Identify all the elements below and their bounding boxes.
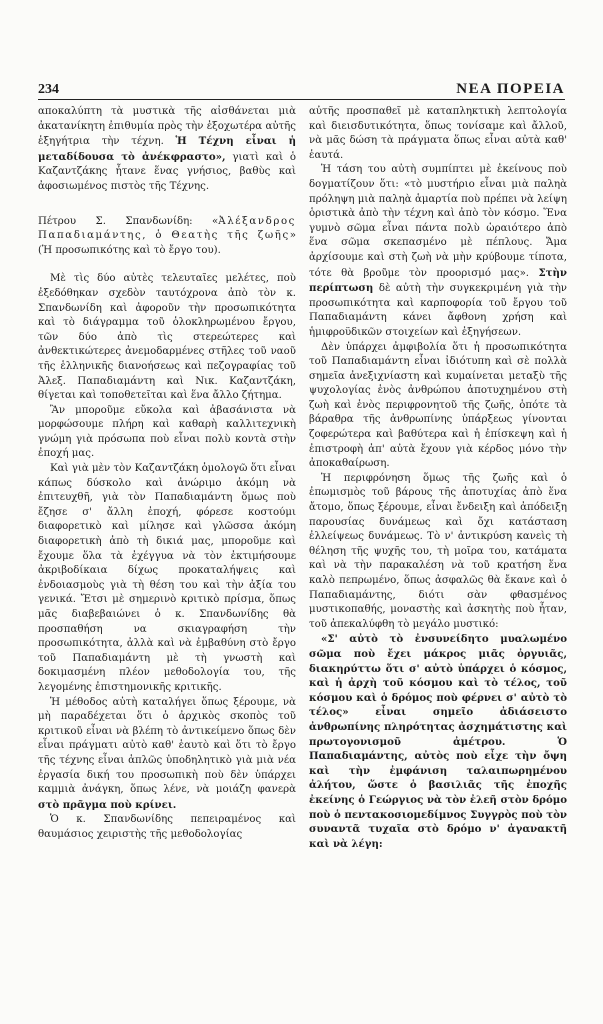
- running-header: [38, 74, 565, 98]
- emphasis-text: στὸ πρᾶγμα ποὺ κρίνει.: [38, 798, 177, 811]
- citation-author: Πέτρου Σ. Σπανδωνίδη: «: [38, 215, 219, 227]
- book-citation: [38, 215, 296, 259]
- right-paragraph-1: αὐτῆς προσπαθεῖ μὲ καταπληκτικὴ λεπτολογία καὶ διεισδυτικότητα, ὅπως τονίσαμε καὶ ἄλλοῦ, νὰ μᾶς δώση τὰ πράγματα ὅπως εἶναι αὐτὰ καθ' ἑαυτά.: [309, 106, 567, 161]
- right-paragraph-3: Δὲν ὑπάρχει ἀμφιβολία ὅτι ἡ προσωπικότητα τοῦ Παπαδιαμάντη εἶναι ἰδιότυπη καὶ σὲ πολλὰ σημεῖα ἀνεξιχνίαστη καὶ κυμαίνεται μεταξὺ τῆς ψυχολογίας ἑνὸς ἀνθρώπου ἀποτυχημένου στὴ ζωὴ καὶ ἑνὸς περιφρονητοῦ τῆς ζωῆς, ὁπότε τὰ βάραθρα τῆς ἀνθρωπίνης ὑπάρξεως γίνονται ζοφερώτερα καὶ βαθύτερα καὶ ἡ ἐπίσκεψη καὶ ἡ ἐπιστροφὴ ἀπ' αὐτὰ ἔχουν γιὰ κέρδος μόνο τὴν ἀποκαθαίρωση.: [309, 341, 567, 470]
- right-paragraph-2: [309, 163, 567, 340]
- left-paragraph-3: Μὲ τὶς δύο αὐτὲς τελευταῖες μελέτες, ποὺ ἐξεδόθηκαν σχεδὸν ταυτόχρονα ἀπὸ τὸν κ. Σπανδωνίδη καὶ ἀφοροῦν τὴν προσωπικότητα καὶ τὸ διάγραμμα τοῦ ὁλοκληρωμένου ἔργου, τῶν δύο ἀπὸ τὶς στερεώτερες καὶ ἀνθεκτικώτερες ἀνεμοδαρμένες στῆλες τοῦ ναοῦ τῆς ἑλληνικῆς διανοήσεως καὶ πεζογραφίας τοῦ Ἀλεξ. Παπαδιαμάντη καὶ Νικ. Καζαντζάκη, θίγεται καὶ τοποθετεῖται καὶ ἕνα ἄλλο ζήτημα.: [38, 273, 296, 402]
- left-paragraph-7: Ὁ κ. Σπανδωνίδης πεπειραμένος καὶ θαυμάσιος χειριστὴς τῆς μεθοδολογίας: [38, 814, 296, 840]
- left-paragraph-1: [38, 105, 296, 195]
- left-column: [38, 105, 296, 985]
- header-rule: [38, 99, 565, 100]
- text-run: Ἡ μέθοδος αὐτὴ καταλήγει ὅπως ξέρουμε, νὰ μὴ παραδέχεται ὅτι ὁ ἀρχικὸς σκοπὸς τοῦ κριτικοῦ εἶναι νὰ βλέπη τὸ ἀντικείμενο ὅπως δὲν εἶναι πράγματι αὐτὸ καθ' ἑαυτὸ καὶ ὅτι τὸ ἔργο τῆς τέχνης εἶναι ἁπλῶς ὑποδηλητικὸ γιὰ μιὰ νέα ἐργασία δική του προσωπικὴ ποὺ δὲν ὑπάρχει καμμιὰ ἀνάγκη, ὅπως λένε, νὰ μοιάζη φανερὰ: [38, 696, 296, 796]
- emphasis-text: Στὴν περίπτωση: [309, 266, 567, 295]
- left-paragraph-6: [38, 696, 296, 814]
- text-run: γιατὶ καὶ ὁ Καζαντζάκης ἦτανε ἕνας γνήσιος, βαθὺς καὶ ἀφοσιωμένος πιστὸς τῆς Τέχνης.: [38, 151, 296, 192]
- right-paragraph-4: Ἡ περιφρόνηση ὅμως τῆς ζωῆς καὶ ὁ ἐπωμισμὸς τοῦ βάρους τῆς ἀποτυχίας ἀπὸ ἕνα ἄτομο, ὅπως ξέρουμε, εἶναι ἔνδειξη καὶ ἀπόδειξη παρουσίας δυνάμεως καὶ ὄχι κατάσταση ἐλλείψεως δυνάμεως. Τὸ ν' ἀντικρύση κανεὶς τὴ θέληση τῆς ψυχῆς του, τὴ μοῖρα του, κατάματα καὶ νὰ τὴν παρακαλέση νὰ τοῦ κρατήση ἕνα καλὸ πεπρωμένο, ὅπως ἀσφαλῶς θὰ ἔκανε καὶ ὁ Παπαδιαμάντης, διότι σὰν φθασμένος μυστικοπαθής, μοναστὴς καὶ ἀσκητὴς ποὺ ἦταν, τοῦ ἀπεκαλύφθη τὸ μεγάλο μυστικό:: [309, 472, 567, 630]
- citation-subtitle: » (Ἡ προσωπικότης καὶ τὸ ἔργο του).: [38, 230, 296, 256]
- citation-title: Ἀλέξανδρος Παπαδιαμάντης, ὁ Θεατὴς τῆς ζωῆς: [38, 215, 296, 242]
- right-paragraph-5: «Σ' αὐτὸ τὸ ἐνσυνείδητο μυαλωμένο σῶμα ποὺ ἔχει μάκρος μιᾶς ὀργυιᾶς, διακηρύττω ὅτι σ' αὐτὸ ὑπάρχει ὁ κόσμος, καὶ ἡ ἀρχὴ τοῦ κόσμου καὶ τὸ τέλος, τοῦ κόσμου καὶ ὁ δρόμος ποὺ φέρνει σ' αὐτὸ τὸ τέλος» εἶναι σημεῖο ἀδιάσειστο ἀνθρωπίνης πληρότητας ἀσχημάτιστης καὶ πρωτογονισμοῦ ἀμέτρου. Ὁ Παπαδιαμάντης, αὐτὸς ποὺ εἶχε τὴν ὄψη καὶ τὴν ἐμφάνιση ταλαιπωρημένου ἀλήτου, ὥστε ὁ βασιλιᾶς τῆς ἐποχῆς ἐκείνης ὁ Γεώργιος νὰ τὸν ἐλεῆ στὸν δρόμο ποὺ ὁ πεντακοσιομεδίμνος Συγγρὸς ποὺ τὸν συναντᾶ τυχαῖα στὸ δρόμο ν' ἀγανακτῆ καὶ νὰ λέγη:: [309, 633, 567, 850]
- text-run: αποκαλύπτη τὰ μυστικὰ τῆς αἰσθάνεται μιὰ ἀκατανίκητη ἐπιθυμία πρὸς τὴν ἐξοχωτέρα αὐτῆς ἑξηγήτρια τὴν τέχνη.: [38, 106, 296, 148]
- text-run: δὲ αὐτὴ τὴν συγκεκριμένη γιὰ τὴν προσωπικότητα καὶ καρποφορία τοῦ ἔργου τοῦ Παπαδιαμάντη κάνει ἄφθονη χρήση καὶ ἡμιφροϋδικῶν στοιχείων καὶ ἐξηγήσεων.: [309, 283, 567, 338]
- right-column: [309, 105, 567, 985]
- text-run: Ἡ τάση του αὐτὴ συμπίπτει μὲ ἐκείνους ποὺ δογματίζουν ὅτι: «τὸ μυστήριο εἶναι μιὰ παληὰ πρόληψη μιὰ παληὰ ἁμαρτία ποὺ πρέπει νὰ λείψη ὁριστικὰ ἀπὸ τὴν τέχνη καὶ ἀπὸ τὸν κόσμο. Ἕνα γυμνὸ σῶμα εἶναι πάντα πολὺ ὡραιότερο ἀπὸ ἕνα σῶμα σκεπασμένο μὲ πέπλους. Ἄμα ἀρχίσουμε καὶ στὴ ζωὴ νὰ μὴν κρύβουμε τίποτα, τότε θὰ βροῦμε τὸν προορισμό μας».: [309, 164, 567, 279]
- journal-title: ΝΕΑ ΠΟΡΕΙΑ: [456, 81, 565, 97]
- left-paragraph-4: Ἂν μποροῦμε εὔκολα καὶ ἀβασάνιστα νὰ μορφώσουμε πλήρη καὶ καθαρὴ καλλιτεχνικὴ γνώμη γιὰ πρόσωπα ποὺ εἶναι πολὺ κοντὰ στὴν ἐποχή μας.: [38, 404, 296, 460]
- left-paragraph-5: Καὶ γιὰ μὲν τὸν Καζαντζάκη ὁμολογῶ ὅτι εἶναι κάπως δύσκολο καὶ ἀνώριμο ἀκόμη νὰ ἐπιτευχθῆ, γιὰ τὸν Παπαδιαμάντη ὅμως ποὺ ἔζησε σ' ἄλλη ἐποχή, φόρεσε κοστούμι διαφορετικὸ καὶ μίλησε καὶ γλῶσσα ἀκόμη διαφορετικὴ ἀπὸ τὴ δικιά μας, μποροῦμε καὶ ἔχουμε ὅλα τὰ ἐχέγγυα νὰ τὸν ἐκτιμήσουμε ἀκριβοδίκαια δίχως προκαταλήψεις καὶ ἐνδοιασμοὺς γιὰ τὴ θέση του καὶ τὴν ἀξία του γενικά. Ἔτσι μὲ σημερινὸ κριτικὸ πρίσμα, ὅπως μᾶς διαβεβαιώνει ὁ κ. Σπανδωνίδης θὰ προσπαθήση να σκιαγραφήση τὴν προσωπικότητα, ἀλλὰ καὶ νὰ ἐμβαθύνη στὸ ἔργο τοῦ Παπαδιαμάντη μὲ τὴ γνωστὴ καὶ δοκιμασμένη πλέον μεθοδολογία του, τῆς λεγομένης ἐπιστημονικῆς κριτικῆς.: [38, 463, 296, 693]
- emphasis-text: Ἡ Τέχνη εἶναι ἡ μεταδίδουσα τὸ ἀνέκφραστο»,: [38, 135, 296, 163]
- page-number: 234: [38, 82, 59, 97]
